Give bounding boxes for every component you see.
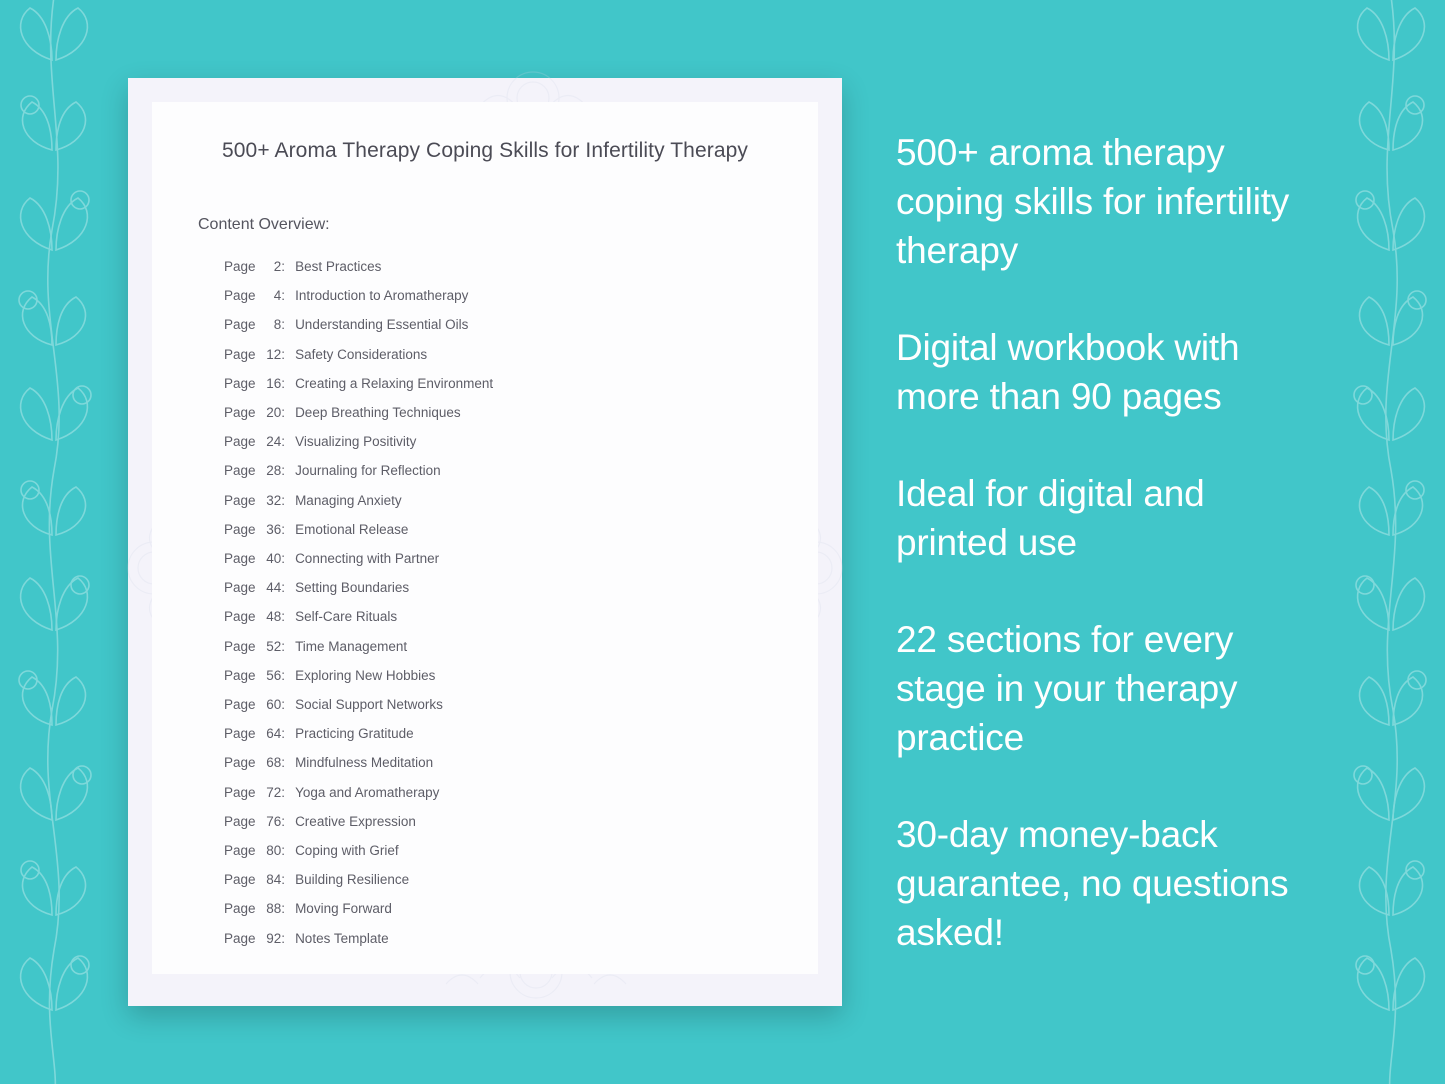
toc-page-number: 24 — [266, 434, 282, 450]
toc-entry-title: Visualizing Positivity — [295, 434, 417, 450]
toc-row — [224, 632, 788, 661]
toc-entry-title: Self-Care Rituals — [295, 609, 398, 625]
floral-vine-icon — [0, 0, 110, 1084]
toc-page-label: Page 24: — [224, 427, 285, 456]
toc-page-number: 84 — [266, 872, 282, 888]
marketing-point: 500+ aroma therapy coping skills for infertility therapy — [896, 132, 1290, 271]
toc-row — [224, 456, 788, 485]
toc-entry-title: Building Resilience — [295, 872, 410, 888]
toc-page-number: 40 — [266, 551, 282, 567]
toc-page-number: 52 — [266, 638, 282, 654]
toc-page-word: Page — [224, 580, 256, 596]
toc-page-word: Page — [224, 346, 256, 362]
toc-page-number: 88 — [266, 901, 282, 917]
toc-page-word: Page — [224, 638, 256, 654]
toc-page-number: 60 — [266, 697, 282, 713]
toc-row — [224, 310, 788, 339]
toc-row — [224, 807, 788, 836]
right-botanical-border — [1335, 0, 1445, 1084]
toc-row — [224, 924, 788, 953]
toc-row — [224, 369, 788, 398]
toc-page-word: Page — [224, 434, 256, 450]
toc-page-label: Page 44: — [224, 573, 285, 602]
toc-page-number: 48 — [266, 609, 282, 625]
left-botanical-border — [0, 0, 110, 1084]
toc-page-label: Page 88: — [224, 894, 285, 923]
toc-page-number: 2 — [273, 259, 282, 274]
toc-page-number: 92 — [266, 930, 282, 946]
toc-page-word: Page — [224, 521, 256, 537]
toc-page-label: Page 80: — [224, 836, 285, 865]
toc-page-number: 80 — [266, 843, 282, 859]
toc-page-word: Page — [224, 784, 256, 800]
toc-page-label: Page 56: — [224, 661, 285, 690]
toc-page-label: Page 20: — [224, 398, 285, 427]
toc-page-word: Page — [224, 843, 256, 859]
toc-page-label: Page 48: — [224, 602, 285, 631]
toc-page-label: Page 8: — [224, 310, 285, 339]
toc-page-word: Page — [224, 463, 256, 479]
toc-page-number: 28 — [266, 463, 282, 479]
floral-vine-icon — [1335, 0, 1445, 1084]
toc-page-word: Page — [224, 872, 256, 888]
toc-entry-title: Time Management — [295, 638, 408, 654]
toc-page-word: Page — [224, 317, 256, 333]
toc-page-label: Page 64: — [224, 719, 285, 748]
toc-page-word: Page — [224, 930, 256, 946]
toc-entry-title: Managing Anxiety — [295, 492, 402, 508]
toc-row — [224, 748, 788, 777]
toc-entry-title: Mindfulness Meditation — [295, 755, 434, 771]
toc-page-label: Page 40: — [224, 544, 285, 573]
toc-entry-title: Best Practices — [295, 259, 382, 274]
toc-page-number: 56 — [266, 667, 282, 683]
toc-page-word: Page — [224, 726, 256, 742]
toc-page-label: Page 28: — [224, 456, 285, 485]
toc-entry-title: Coping with Grief — [295, 843, 399, 859]
toc-entry-title: Yoga and Aromatherapy — [295, 784, 440, 800]
toc-row — [224, 778, 788, 807]
page-title: 500+ Aroma Therapy Coping Skills for Infertility Therapy — [222, 139, 748, 162]
toc-page-word: Page — [224, 755, 256, 771]
toc-entry-title: Practicing Gratitude — [295, 726, 414, 742]
toc-entry-title: Notes Template — [295, 930, 389, 946]
toc-page-label: Page 2: — [224, 252, 285, 281]
toc-row — [224, 602, 788, 631]
toc-row — [224, 427, 788, 456]
toc-page-word: Page — [224, 901, 256, 917]
toc-page-word: Page — [224, 288, 256, 304]
toc-entry-title: Social Support Networks — [295, 697, 443, 713]
toc-entry-title: Safety Considerations — [295, 346, 428, 362]
toc-row — [224, 661, 788, 690]
toc-row — [224, 573, 788, 602]
toc-page-label: Page 4: — [224, 281, 285, 310]
toc-page-label: Page 52: — [224, 632, 285, 661]
marketing-point: Digital workbook with more than 90 pages — [896, 327, 1240, 417]
toc-entry-title: Moving Forward — [295, 901, 392, 917]
toc-page-label: Page 12: — [224, 340, 285, 369]
toc-row — [224, 252, 788, 281]
marketing-point: 22 sections for every stage in your therapy practice — [896, 619, 1238, 758]
toc-entry-title: Emotional Release — [295, 521, 409, 537]
toc-page-number: 44 — [266, 580, 282, 596]
product-page-inner — [152, 102, 818, 974]
toc-entry-title: Introduction to Aromatherapy — [295, 288, 469, 304]
marketing-point: 30-day money-back guarantee, no questions asked! — [896, 814, 1289, 953]
toc-page-label: Page 32: — [224, 486, 285, 515]
toc-entry-title: Understanding Essential Oils — [295, 317, 469, 333]
toc-page-word: Page — [224, 551, 256, 567]
toc-page-word: Page — [224, 405, 256, 421]
toc-page-number: 76 — [266, 813, 282, 829]
marketing-points — [896, 128, 1326, 957]
toc-page-number: 16 — [266, 375, 282, 391]
toc-row — [224, 486, 788, 515]
toc-page-label: Page 16: — [224, 369, 285, 398]
toc-page-number: 36 — [266, 521, 282, 537]
toc-page-label: Page 60: — [224, 690, 285, 719]
toc-page-number: 64 — [266, 726, 282, 742]
toc-page-label: Page 68: — [224, 748, 285, 777]
toc-entry-title: Deep Breathing Techniques — [295, 405, 461, 421]
toc-page-word: Page — [224, 259, 256, 274]
toc-page-label: Page 36: — [224, 515, 285, 544]
toc-page-number: 20 — [266, 405, 282, 421]
toc-page-word: Page — [224, 492, 256, 508]
toc-page-label: Page 92: — [224, 924, 285, 953]
toc-entry-title: Exploring New Hobbies — [295, 667, 436, 683]
toc-page-word: Page — [224, 697, 256, 713]
toc-row — [224, 894, 788, 923]
toc-row — [224, 398, 788, 427]
marketing-point: Ideal for digital and printed use — [896, 473, 1205, 563]
toc-page-word: Page — [224, 813, 256, 829]
toc-entry-title: Creating a Relaxing Environment — [295, 375, 494, 391]
table-of-contents — [224, 252, 788, 953]
toc-entry-title: Creative Expression — [295, 813, 416, 829]
toc-page-word: Page — [224, 375, 256, 391]
toc-page-word: Page — [224, 667, 256, 683]
toc-row — [224, 836, 788, 865]
toc-page-number: 8 — [273, 317, 282, 333]
toc-row — [224, 544, 788, 573]
toc-row — [224, 281, 788, 310]
toc-page-number: 68 — [266, 755, 282, 771]
toc-page-number: 4 — [273, 288, 282, 304]
toc-page-label: Page 72: — [224, 778, 285, 807]
toc-entry-title: Connecting with Partner — [295, 551, 440, 567]
content-overview-label: Content Overview: — [198, 216, 330, 233]
toc-page-number: 32 — [266, 492, 282, 508]
toc-entry-title: Setting Boundaries — [295, 580, 410, 596]
toc-page-number: 72 — [266, 784, 282, 800]
toc-row — [224, 340, 788, 369]
toc-page-label: Page 76: — [224, 807, 285, 836]
toc-row — [224, 865, 788, 894]
toc-page-number: 12 — [266, 346, 282, 362]
toc-row — [224, 719, 788, 748]
toc-entry-title: Journaling for Reflection — [295, 463, 441, 479]
toc-page-word: Page — [224, 609, 256, 625]
toc-row — [224, 515, 788, 544]
toc-row — [224, 690, 788, 719]
toc-page-label: Page 84: — [224, 865, 285, 894]
